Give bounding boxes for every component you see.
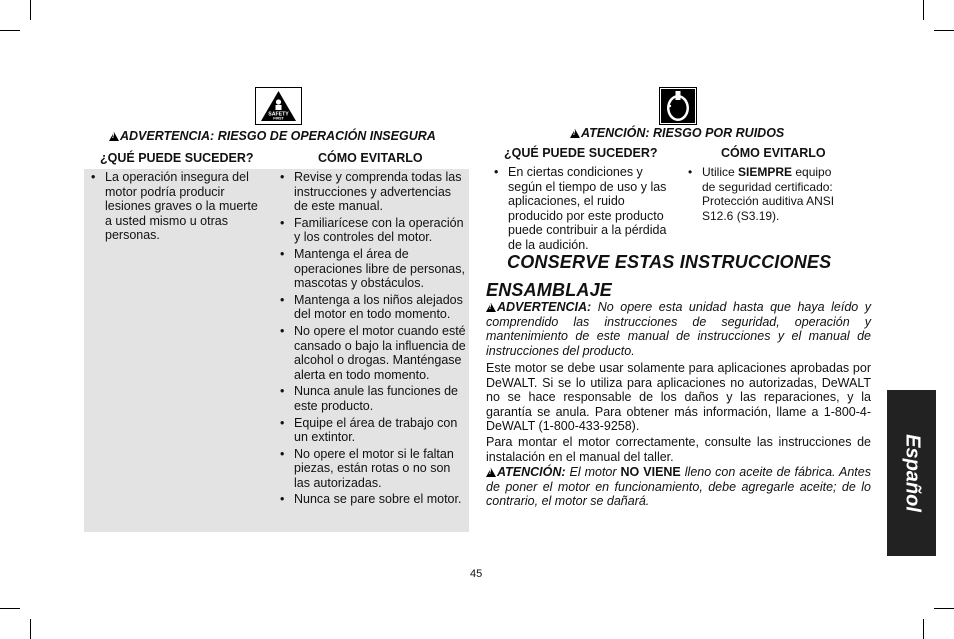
right-col1-header: ¿QUÉ PUEDE SUCEDER? <box>504 146 658 160</box>
list-item: • Nunca se pare sobre el motor. <box>280 492 466 507</box>
ensamblaje-warning: !ADVERTENCIA: No opere esta unidad hasta que haya leído y comprendido las instrucciones de seguridad, operación y mantenimiento de este manual de instrucciones y el manual de instrucciones del producto. <box>486 300 871 358</box>
list-item: • Mantenga a los niños alejados del motor en todo momento. <box>280 293 466 322</box>
crop-mark <box>923 619 924 639</box>
list-item: • En ciertas condiciones y según el tiempo de uso y las aplicaciones, el ruido producido por este producto puede contribuir a la pérdida de la audición. <box>494 165 670 253</box>
ensamblaje-paragraph-1: Este motor se debe usar solamente para aplicaciones aprobadas por DeWALT. Si se lo utiliza para aplicaciones no autorizadas, DeWALT no se hace responsable de los daños y las reparaciones, y la garantía se anula. Para obtener más información, llame a 1-800-4-DeWALT (1-800-433-9258). <box>486 361 871 433</box>
ensamblaje-caution: !ATENCIÓN: El motor NO VIENE lleno con aceite de fábrica. Antes de poner el motor en funcionamiento, debe agregarle aceite; de lo contrario, el motor se dañará. <box>486 465 871 509</box>
conserve-instructions-title: CONSERVE ESTAS INSTRUCCIONES <box>507 252 832 272</box>
safety-icon-text-top: SAFETY <box>268 111 289 118</box>
left-col2-header: CÓMO EVITARLO <box>318 151 423 165</box>
warning-icon <box>486 303 496 312</box>
ensamblaje-title: ENSAMBLAJE <box>486 280 613 300</box>
crop-mark <box>934 30 954 31</box>
left-warning-title: !ADVERTENCIA: RIESGO DE OPERACIÓN INSEGURA <box>109 129 436 143</box>
left-col1-list <box>91 170 263 243</box>
crop-mark <box>923 0 924 20</box>
list-item: • Mantenga el área de operaciones libre de personas, mascotas y obstáculos. <box>280 247 466 291</box>
left-col2-list <box>280 170 466 507</box>
list-item: • No opere el motor cuando esté cansado o bajo la influencia de alcohol o drogas. Manténgase alerta en todo momento. <box>280 324 466 382</box>
language-side-tab <box>887 390 936 556</box>
crop-mark <box>934 608 954 609</box>
ensamblaje-paragraph-2: Para montar el motor correctamente, consulte las instrucciones de instalación en el manual del taller. <box>486 435 871 464</box>
list-item: • No opere el motor si le faltan piezas, están rotas o no son las autorizadas. <box>280 447 466 491</box>
list-item: • Familiarícese con la operación y los controles del motor. <box>280 216 466 245</box>
hearing-protection-icon <box>659 87 697 125</box>
right-warning-title: !ATENCIÓN: RIESGO POR RUIDOS <box>570 126 784 140</box>
crop-mark <box>0 608 20 609</box>
list-item: • La operación insegura del motor podría producir lesiones graves o la muerte a usted mismo u otras personas. <box>91 170 263 243</box>
list-item: • Utilice SIEMPRE equipo de seguridad certificado: Protección auditiva ANSI S12.6 (S3.19). <box>688 165 848 223</box>
warning-icon <box>109 132 119 141</box>
crop-mark <box>30 619 31 639</box>
safety-first-icon <box>255 87 302 125</box>
list-item: • Equipe el área de trabajo con un extintor. <box>280 416 466 445</box>
list-item: • Revise y comprenda todas las instrucciones y advertencias de este manual. <box>280 170 466 214</box>
page-number: 45 <box>470 568 483 580</box>
list-item: • Nunca anule las funciones de este producto. <box>280 384 466 413</box>
right-col2-list <box>688 165 848 223</box>
crop-mark <box>0 30 20 31</box>
right-col2-header: CÓMO EVITARLO <box>721 146 826 160</box>
safety-icon-text-bottom: FIRST <box>273 116 284 121</box>
right-col1-list <box>494 165 670 253</box>
side-tab-label: Español <box>901 434 923 512</box>
warning-icon <box>486 468 496 477</box>
left-col1-header: ¿QUÉ PUEDE SUCEDER? <box>100 151 254 165</box>
warning-icon <box>570 129 580 138</box>
crop-mark <box>30 0 31 20</box>
